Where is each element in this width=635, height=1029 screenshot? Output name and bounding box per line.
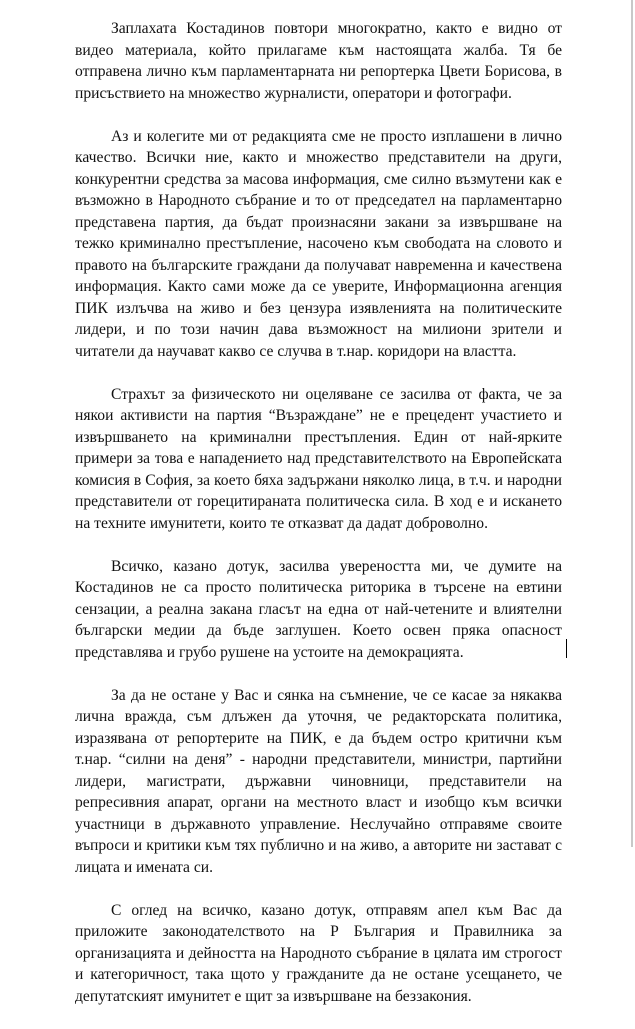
document-body[interactable] [75, 18, 562, 1029]
paragraph-real-threat: Всичко, казано дотук, засилва увереността ми, че думите на Костадинов не са просто политическа риторика в търсене на евтини сензации, а реална закана гласът на една от най-четените и влиятелни български медии да бъде заглушен. Което освен пряка опасност представлява и грубо рушене на устоите на демокрацията. [75, 557, 562, 661]
text-cursor [566, 639, 567, 658]
paragraph-threat-repeated: Заплахата Костадинов повтори многократно, както е видно от видео материала, който прилагаме към настоящата жалба. Тя бе отправена лично към парламентарната ни репортерка Цвети Борисова, в присъствието на множество журналисти, оператори и фотографи. [75, 20, 562, 102]
paragraph-editorial-outrage: Аз и колегите ми от редакцията сме не просто изплашени в лично качество. Всички ние, както и множество представители на други, конкурентни средства за масова информация, сме силно възмутени как е възможно в Народното събрание и то от председател на парламентарно представена партия, да бъдат произнасяни закани за извършване на тежко криминално престъпление, насочено към свободата на словото и правото на българските граждани да получават навременна и качествена информация. Както сами може да се уверите, Информационна агенция ПИК излъчва на живо и без цензура изявленията на политическите лидери, и по този начин дава възможност на милиони зрители и читатели да научават какво се случва в т.нар. коридори на властта. [75, 127, 562, 360]
paragraph-fear-for-safety: Страхът за физическото ни оцеляване се засилва от факта, че за някои активисти на партия “Възраждане” не е прецедент участието и извършването на криминални престъпления. Един от най-ярките примери за това е нападението над представителството на Европейската комисия в София, за което бяха задържани няколко лица, в т.ч. и народни представители от горецитираната политическа сила. В ход е и искането на техните имунитети, които те отказват да дадат доброволно. [75, 385, 562, 532]
paragraph-appeal: С оглед на всичко, казано дотук, отправям апел към Вас да приложите законодателството на Р България и Правилника за организацията и дейността на Народното събрание в цялата им строгост и категоричност, така щото у гражданите да не остане усещането, че депутатският имунитет е щит за извършване на беззакония. [75, 901, 562, 1005]
paragraph-editorial-policy: За да не остане у Вас и сянка на съмнение, че се касае за някаква лична вражда, съм длъжен да уточня, че редакторската политика, изразявана от репортерите на ПИК, е да бъдем остро критични към т.нар. “силни на деня” - народни представители, министри, партийни лидери, магистрати, държавни чиновници, представители на репресивния апарат, органи на местното власт и изобщо към всички участници в държавното управление. Неслучайно отправяме своите въпроси и критики към тях публично и на живо, а авторите ни застават с лицата и имената си. [75, 686, 562, 876]
